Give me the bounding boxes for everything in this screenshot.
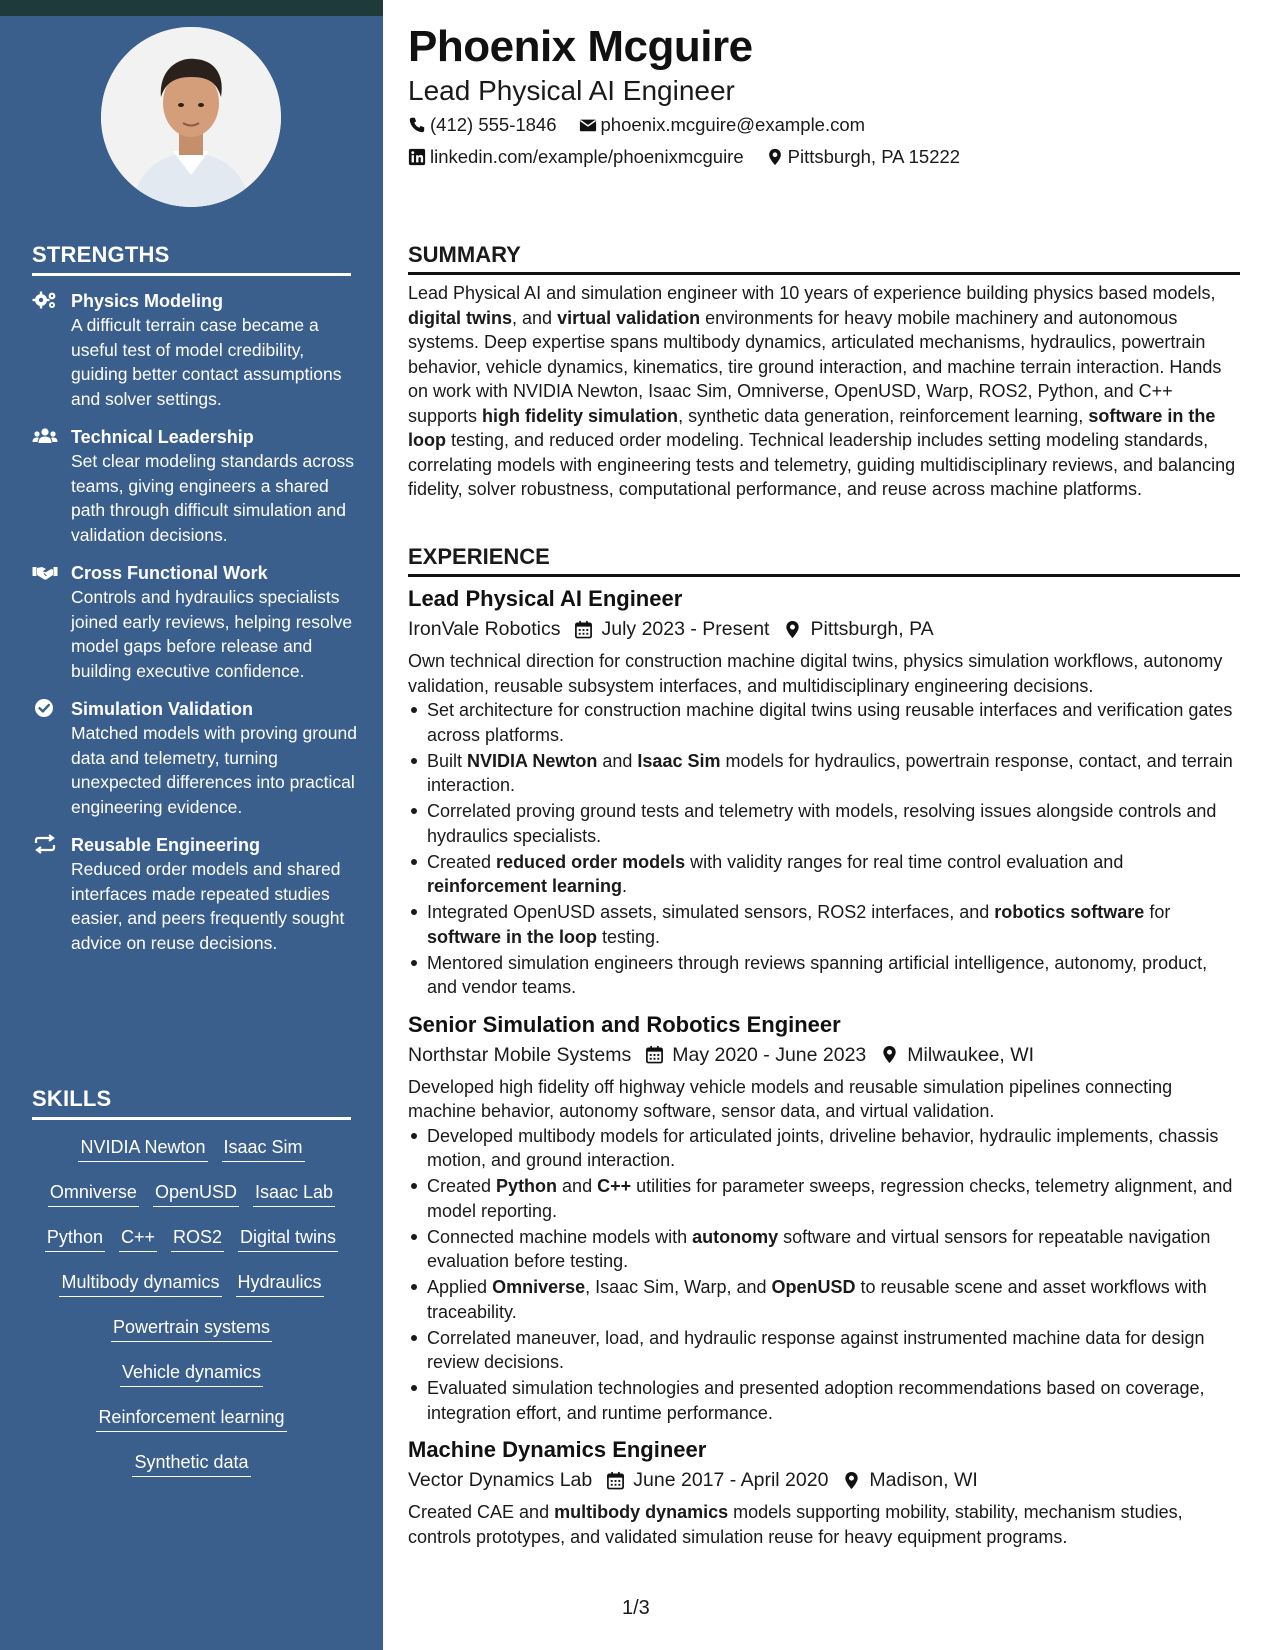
handshake-icon xyxy=(32,562,58,582)
summary-heading: SUMMARY xyxy=(408,242,1240,275)
strength-item xyxy=(32,561,357,683)
candidate-name: Phoenix Mcguire xyxy=(408,22,753,71)
contact-line-2 xyxy=(408,146,982,168)
skill-tag: C++ xyxy=(119,1225,157,1252)
strength-title: Physics Modeling xyxy=(71,291,224,311)
job-meta xyxy=(408,614,1240,644)
sidebar xyxy=(0,0,383,1650)
profile-photo xyxy=(101,27,281,207)
strength-description: A difficult terrain case became a useful test of model credibility, guiding better contact assumptions and solver settings. xyxy=(71,315,342,409)
email-item[interactable] xyxy=(579,114,866,136)
map-pin-icon xyxy=(783,620,802,639)
repeat-icon xyxy=(32,834,58,854)
skills-list xyxy=(32,1135,351,1495)
skill-tag: Synthetic data xyxy=(132,1450,250,1477)
skill-row xyxy=(32,1270,351,1315)
strength-item xyxy=(32,425,357,547)
job-meta xyxy=(408,1040,1240,1070)
skills-heading: SKILLS xyxy=(32,1086,351,1120)
strength-item xyxy=(32,697,357,819)
phone-item[interactable] xyxy=(408,114,557,136)
gears-icon xyxy=(32,290,58,310)
strength-description: Set clear modeling standards across teams, giving engineers a shared path through difficult simulation and validation decisions. xyxy=(71,451,355,545)
skill-row xyxy=(32,1405,351,1450)
location-text: Pittsburgh, PA 15222 xyxy=(787,146,961,167)
job-bullet: Built NVIDIA Newton and Isaac Sim models for hydraulics, powertrain response, contact, and terrain interaction. xyxy=(408,749,1240,798)
linkedin-text: linkedin.com/example/phoenixmcguire xyxy=(430,146,744,167)
job-location: Milwaukee, WI xyxy=(907,1043,1035,1066)
job-bullet: Created reduced order models with validity ranges for real time control evaluation and reinforcement learning. xyxy=(408,850,1240,899)
summary-text: Lead Physical AI and simulation engineer with 10 years of experience building physics based models, digital twins, and virtual validation environments for heavy mobile machinery and autonomous systems. Deep expertise spans multibody dynamics, articulated mechanisms, hydraulics, powertrain behavior, vehicle dynamics, kinematics, tire ground interaction, and machine terrain interaction. Hands on work with NVIDIA Newton, Isaac Sim, Omniverse, OpenUSD, Warp, ROS2, Python, and C++ supports high fidelity simulation, synthetic data generation, reinforcement learning, software in the loop testing, and reduced order modeling. Technical leadership includes setting modeling standards, correlating models with engineering tests and telemetry, guiding multidisciplinary reviews, and balancing fidelity, solver robustness, computational performance, and reuse across machine platforms. xyxy=(408,283,1236,499)
strength-description: Controls and hydraulics specialists joined early reviews, helping resolve model gaps before release and building executive confidence. xyxy=(71,587,353,681)
skill-tag: Multibody dynamics xyxy=(59,1270,221,1297)
job-bullet: Created Python and C++ utilities for parameter sweeps, regression checks, telemetry alignment, and model reporting. xyxy=(408,1174,1240,1223)
job-dates: June 2017 - April 2020 xyxy=(633,1469,829,1491)
skill-tag: Powertrain systems xyxy=(111,1315,272,1342)
skill-tag: Isaac Sim xyxy=(222,1135,305,1162)
job-bullet: Correlated proving ground tests and telemetry with models, resolving issues alongside controls and hydraulics specialists. xyxy=(408,799,1240,848)
skill-tag: ROS2 xyxy=(171,1225,224,1252)
job-bullet-list xyxy=(408,1124,1240,1426)
page-number: 1/3 xyxy=(622,1597,650,1619)
strength-item xyxy=(32,833,357,955)
job-location: Pittsburgh, PA xyxy=(810,618,934,640)
phone-icon xyxy=(408,116,426,134)
check-circle-icon xyxy=(32,698,58,718)
job-dates: May 2020 - June 2023 xyxy=(672,1043,867,1066)
job-bullet-list xyxy=(408,698,1240,1000)
job-entry xyxy=(408,1010,1240,1426)
skill-row xyxy=(32,1360,351,1405)
strengths-heading: STRENGTHS xyxy=(32,242,351,276)
calendar-icon xyxy=(645,1045,664,1064)
job-bullet: Mentored simulation engineers through reviews spanning artificial intelligence, autonomy, product, and vendor teams. xyxy=(408,951,1240,1000)
skill-row xyxy=(32,1315,351,1360)
strength-description: Reduced order models and shared interfaces made repeated studies easier, and peers frequently sought advice on reuse decisions. xyxy=(71,859,345,953)
map-pin-icon xyxy=(842,1471,861,1490)
job-description: Created CAE and multibody dynamics models supporting mobility, stability, mechanism studies, controls prototypes, and validated simulation reuse for heavy equipment programs. xyxy=(408,1502,1183,1547)
strength-title: Technical Leadership xyxy=(71,427,254,447)
skill-tag: Reinforcement learning xyxy=(96,1405,286,1432)
email-text: phoenix.mcguire@example.com xyxy=(600,114,866,135)
profile-photo-image xyxy=(101,27,281,207)
job-bullet: Integrated OpenUSD assets, simulated sensors, ROS2 interfaces, and robotics software for software in the loop testing. xyxy=(408,900,1240,949)
calendar-icon xyxy=(574,620,593,639)
job-company: Northstar Mobile Systems xyxy=(408,1043,632,1066)
strengths-list xyxy=(32,289,357,969)
job-bullet: Set architecture for construction machine digital twins using reusable interfaces and verification gates across platforms. xyxy=(408,698,1240,747)
skill-tag: Digital twins xyxy=(238,1225,338,1252)
skill-row xyxy=(32,1225,351,1270)
job-bullet: Developed multibody models for articulated joints, driveline behavior, hydraulic implements, chassis motion, and ground interaction. xyxy=(408,1124,1240,1173)
candidate-title: Lead Physical AI Engineer xyxy=(408,75,735,106)
strength-title: Cross Functional Work xyxy=(71,563,268,583)
strength-title: Reusable Engineering xyxy=(71,835,261,855)
envelope-icon xyxy=(579,116,597,134)
job-company: IronVale Robotics xyxy=(408,618,561,640)
map-pin-icon xyxy=(766,148,784,166)
location-item xyxy=(766,146,960,168)
strength-item xyxy=(32,289,357,411)
experience-heading: EXPERIENCE xyxy=(408,544,1240,577)
strength-description: Matched models with proving ground data and telemetry, turning unexpected differences into practical engineering evidence. xyxy=(71,723,357,817)
linkedin-item[interactable] xyxy=(408,146,744,168)
job-bullet: Connected machine models with autonomy software and virtual sensors for repeatable navigation evaluation before testing. xyxy=(408,1225,1240,1274)
contact-line-1 xyxy=(408,114,887,136)
job-description: Own technical direction for construction machine digital twins, physics simulation workflows, autonomy validation, reusable subsystem interfaces, and multidisciplinary engineering decisions. xyxy=(408,651,1223,696)
calendar-icon xyxy=(606,1471,625,1490)
job-entry xyxy=(408,1435,1240,1549)
map-pin-icon xyxy=(880,1045,899,1064)
phone-text: (412) 555-1846 xyxy=(430,114,557,135)
job-company: Vector Dynamics Lab xyxy=(408,1469,593,1491)
job-meta xyxy=(408,1465,1240,1495)
job-description: Developed high fidelity off highway vehicle models and reusable simulation pipelines connecting machine behavior, autonomy software, sensor data, and virtual validation. xyxy=(408,1076,1173,1121)
skill-tag: Isaac Lab xyxy=(253,1180,335,1207)
job-bullet: Evaluated simulation technologies and presented adoption recommendations based on coverage, integration effort, and runtime performance. xyxy=(408,1376,1240,1425)
job-bullet: Applied Omniverse, Isaac Sim, Warp, and OpenUSD to reusable scene and asset workflows with traceability. xyxy=(408,1275,1240,1324)
job-entry xyxy=(408,584,1240,1000)
job-bullet: Correlated maneuver, load, and hydraulic response against instrumented machine data for design review decisions. xyxy=(408,1326,1240,1375)
skill-row xyxy=(32,1135,351,1180)
skill-tag: Python xyxy=(45,1225,105,1252)
job-dates: July 2023 - Present xyxy=(601,618,770,640)
job-title: Lead Physical AI Engineer xyxy=(408,586,683,611)
sidebar-top-bar xyxy=(0,0,383,16)
job-title: Senior Simulation and Robotics Engineer xyxy=(408,1011,841,1037)
job-location: Madison, WI xyxy=(869,1469,978,1491)
users-icon xyxy=(32,426,58,446)
linkedin-icon xyxy=(408,148,426,166)
strength-title: Simulation Validation xyxy=(71,699,254,719)
skill-tag: Omniverse xyxy=(48,1180,139,1207)
experience-list xyxy=(408,584,1240,1559)
skill-tag: NVIDIA Newton xyxy=(78,1135,207,1162)
skill-row xyxy=(32,1450,351,1495)
skill-tag: Hydraulics xyxy=(236,1270,324,1297)
skill-tag: OpenUSD xyxy=(153,1180,239,1207)
skill-row xyxy=(32,1180,351,1225)
skill-tag: Vehicle dynamics xyxy=(120,1360,263,1387)
job-title: Machine Dynamics Engineer xyxy=(408,1437,707,1462)
